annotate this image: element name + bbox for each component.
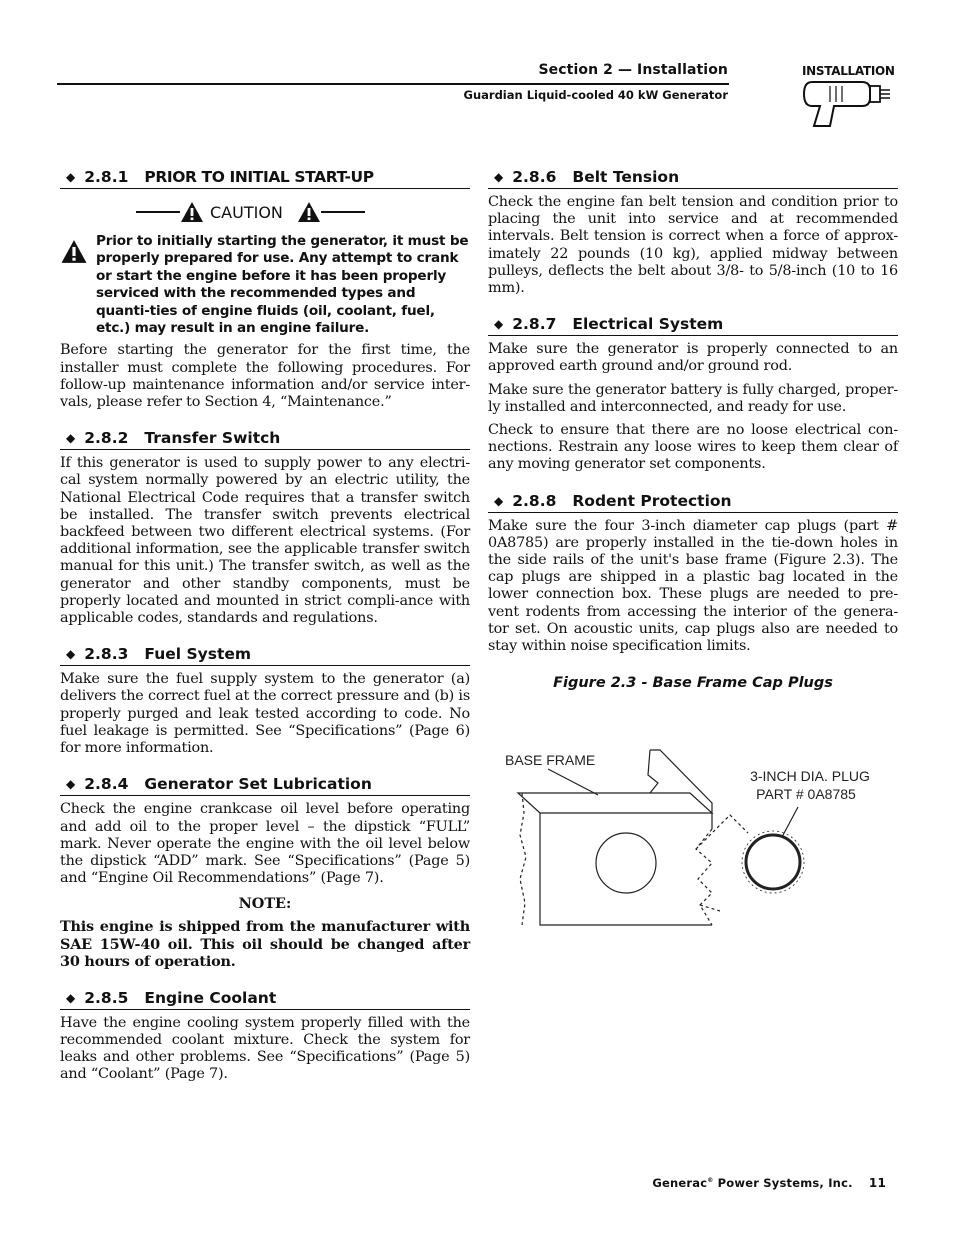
left-column <box>60 168 470 1083</box>
figure-label-plug-size: 3-INCH DIA. PLUG <box>750 768 870 784</box>
section-heading-2-8-8: ◆ 2.8.8 Rodent Protection <box>488 492 898 513</box>
footer-company-rest: Power Systems, Inc. <box>713 1176 853 1190</box>
paragraph-2-8-7c: Check to ensure that there are no loose electrical con-nections. Restrain any loose wires to keep them clear of any moving generator set components. <box>488 422 898 473</box>
section-heading-2-8-3: ◆ 2.8.3 Fuel System <box>60 645 470 666</box>
caution-rule-left <box>136 211 180 213</box>
registered-mark: ® <box>707 1177 714 1185</box>
base-frame-cap-plug-figure <box>500 745 900 930</box>
caution-word: CAUTION <box>210 202 283 222</box>
diamond-bullet-icon: ◆ <box>66 431 76 446</box>
warning-triangle-icon <box>297 201 321 223</box>
header-subtitle: Guardian Liquid-cooled 40 kW Generator <box>463 88 728 102</box>
paragraph-2-8-8: Make sure the four 3-inch diameter cap plugs (part # 0A8785) are properly installed in the tie-down holes in the side rails of the unit's base frame (Figure 2.3). The cap plugs are shipped in a plastic bag located in the lower connection box. These plugs are needed to pre-vent rodents from accessing the interior of the genera-tor set. On acoustic units, cap plugs also are needed to stay within noise specification limits. <box>488 517 898 655</box>
page-footer <box>652 1176 886 1190</box>
footer-company: Generac <box>652 1176 708 1190</box>
paragraph-2-8-5: Have the engine cooling system properly filled with the recommended coolant mixture. Check the system for leaks and other problems. See “Specifications” (Page 5) and “Coolant” (Page 7). <box>60 1014 470 1083</box>
section-heading-2-8-2: ◆ 2.8.2 Transfer Switch <box>60 429 470 450</box>
figure-label-plug-part: PART # 0A8785 <box>756 786 856 802</box>
paragraph-2-8-3: Make sure the fuel supply system to the generator (a) delivers the correct fuel at the correct pressure and (b) is properly purged and leak tested according to code. No fuel leakage is permitted. See “Specifications” (Page 6) for more information. <box>60 671 471 757</box>
diamond-bullet-icon: ◆ <box>66 777 76 792</box>
caution-rule-right <box>321 211 365 213</box>
paragraph-2-8-2: If this generator is used to supply power to any electri-cal system normally powered by an electric utility, the National Electrical Code requires that a transfer switch be installed. The transfer switch prevents electrical backfeed between two different electrical systems. (For additional information, see the applicable transfer switch manual for this unit.) The transfer switch, as well as the generator and other standby components, must be properly located and mounted in strict compli-ance with applicable codes, standards and regulations. <box>60 455 470 627</box>
paragraph-2-8-7a: Make sure the generator is properly connected to an approved earth ground and/or ground rod. <box>488 341 898 375</box>
diamond-bullet-icon: ◆ <box>494 493 504 508</box>
note-text: This engine is shipped from the manufacturer with SAE 15W-40 oil. This oil should be changed after 30 hours of operation. <box>60 918 470 971</box>
header-rule <box>57 83 729 85</box>
figure-label-base-frame: BASE FRAME <box>505 752 596 768</box>
paragraph-2-8-1: Before starting the generator for the first time, the installer must complete the following procedures. For follow-up maintenance information and/or service inter-vals, please refer to Section 4, “Maintenance.” <box>60 342 470 411</box>
warning-triangle-icon <box>180 201 204 223</box>
diamond-bullet-icon: ◆ <box>494 170 504 184</box>
paragraph-2-8-6: Check the engine fan belt tension and condition prior to placing the unit into service and at recommended intervals. Belt tension is correct when a force of approx-imately 22 pounds (10 kg), applied midway between pulleys, deflects the belt about 3/8- to 5/8-inch (10 to 16 mm). <box>488 194 898 297</box>
caution-block <box>60 233 470 337</box>
paragraph-2-8-4: Check the engine crankcase oil level before operating and add oil to the proper level – the dipstick “FULL” mark. Never operate the engine with the oil level below the dipstick “ADD” mark. See “Specifications” (Page 5) and “Engine Oil Recommendations” (Page 7). <box>60 801 470 887</box>
caution-text: Prior to initially starting the generator, it must be properly prepared for use. Any attempt to crank or start the engine before it has been properly serviced with the recommended types and quanti-ties of engine fluids (oil, coolant, fuel, etc.) may result in an engine failure. <box>96 233 469 337</box>
section-heading-2-8-4: ◆ 2.8.4 Generator Set Lubrication <box>60 775 470 796</box>
diamond-bullet-icon: ◆ <box>66 990 76 1005</box>
diamond-bullet-icon: ◆ <box>66 647 76 662</box>
figure-caption: Figure 2.3 - Base Frame Cap Plugs <box>553 675 833 692</box>
caution-banner <box>136 199 470 225</box>
diamond-bullet-icon: ◆ <box>494 317 504 332</box>
page-number: 11 <box>868 1176 886 1190</box>
section-heading-2-8-1: ◆ 2.8.1 PRIOR TO INITIAL START-UP <box>60 168 470 189</box>
section-heading-2-8-6: ◆ 2.8.6 Belt Tension <box>488 168 898 189</box>
paragraph-2-8-7b: Make sure the generator battery is fully charged, proper-ly installed and interconnected, and ready for use. <box>488 381 898 415</box>
section-heading-2-8-5: ◆ 2.8.5 Engine Coolant <box>60 989 470 1010</box>
installation-badge-label: INSTALLATION <box>802 64 895 78</box>
right-column <box>488 168 898 691</box>
drill-icon <box>800 76 892 130</box>
note-title: NOTE: <box>238 895 292 913</box>
section-heading-2-8-7: ◆ 2.8.7 Electrical System <box>488 315 898 336</box>
diamond-bullet-icon: ◆ <box>66 170 76 184</box>
warning-triangle-icon <box>60 239 88 264</box>
header-section-title: Section 2 — Installation <box>538 62 728 78</box>
